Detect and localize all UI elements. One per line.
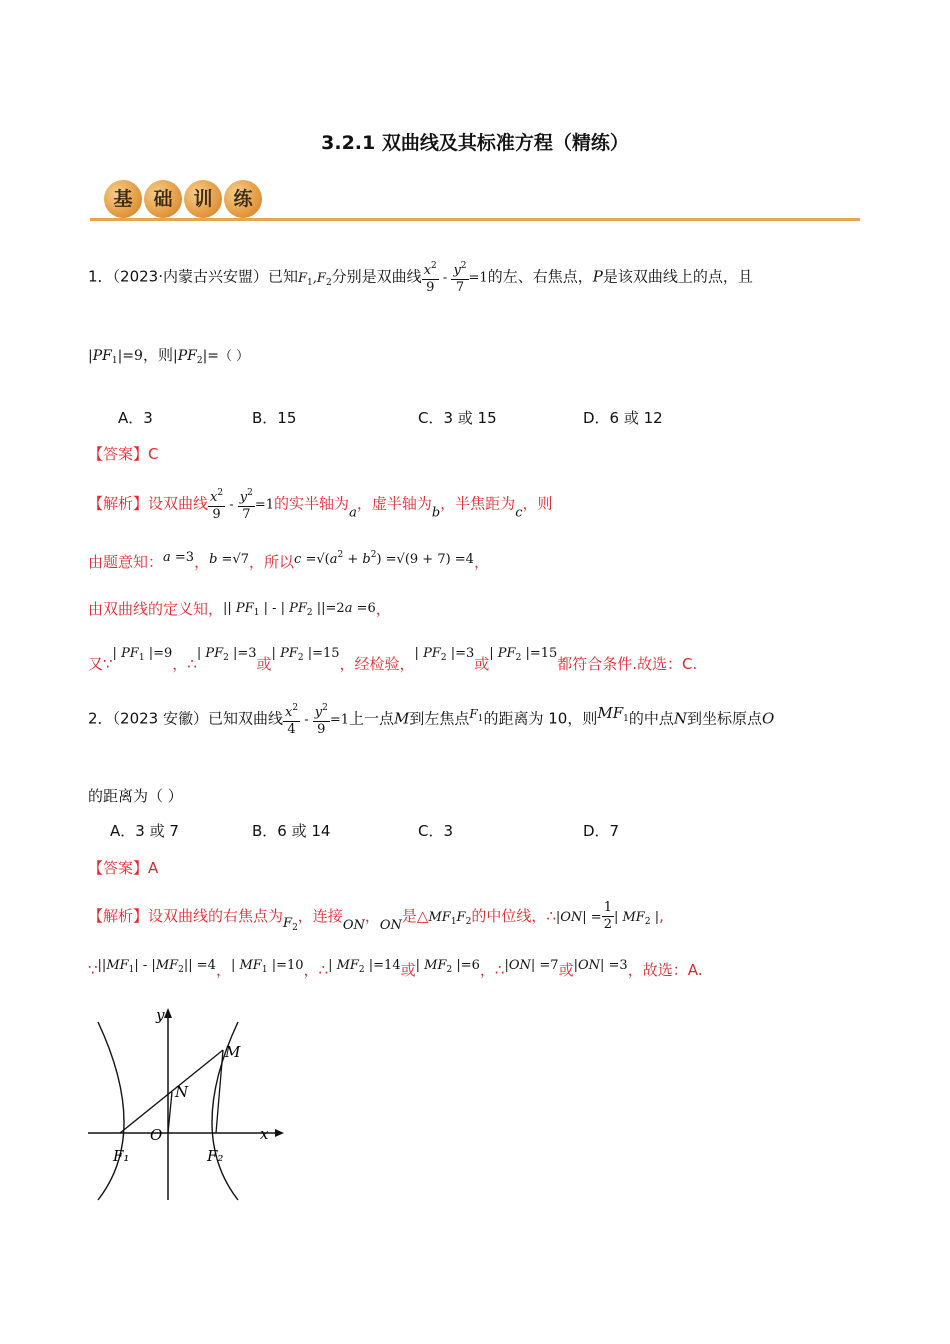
q1-text: ，则 bbox=[142, 346, 173, 364]
answer-value: C bbox=[148, 445, 159, 463]
q2-number: 2． bbox=[88, 709, 113, 728]
banner-char: 练 bbox=[224, 180, 262, 218]
q1-analysis-line4: 又∵| $PF_1$ |=9，∴| $PF_2$ |=3或| $PF_2$ |=15，经检验，| $PF_2$ |=3或| $PF_2$ |=15都符合条件.故选：C. bbox=[88, 646, 698, 673]
page-title: 3.2.1 双曲线及其标准方程（精练） bbox=[321, 132, 629, 154]
analysis-label: 【解析】 bbox=[88, 494, 149, 513]
analysis-text: 的实半轴为 bbox=[274, 494, 350, 513]
analysis-text: 由题意知： bbox=[88, 553, 164, 571]
q2-text: 的距离为 10，则 bbox=[483, 709, 598, 728]
label-n: N bbox=[175, 1083, 189, 1101]
analysis-text: ，半焦距为 bbox=[440, 494, 516, 513]
analysis-text: 设双曲线的右焦点为 bbox=[148, 907, 284, 925]
analysis-text: 是△ bbox=[401, 907, 429, 925]
label-f1: F₁ bbox=[113, 1147, 130, 1165]
q1-number: 1． bbox=[88, 267, 113, 286]
banner-char: 础 bbox=[144, 180, 182, 218]
q2-option-a[interactable]: A．3 或 7 bbox=[110, 822, 179, 840]
analysis-text: 或 bbox=[256, 655, 272, 673]
q1-eq-frac1: $\frac{x^2}{9}$ bbox=[422, 258, 439, 296]
analysis-text: 或 bbox=[474, 655, 490, 673]
analysis-text: 或 bbox=[400, 961, 416, 979]
q2-eq-frac2: $\frac{y^2}{9}$ bbox=[313, 700, 330, 738]
analysis-text: 由双曲线的定义知， bbox=[88, 600, 224, 618]
q2-analysis-line1: 【解析】设双曲线的右焦点为$F_2$，连接ON，ON是$\triangle MF_1F_2$的中位线，∴|ON| = $\frac{1}{2}$ | $MF_2$ |, bbox=[88, 900, 664, 933]
analysis-text: ，故选：A. bbox=[627, 961, 703, 979]
analysis-text: ，所以 bbox=[249, 553, 295, 571]
answer-label: 【答案】 bbox=[88, 445, 149, 463]
q1-answer bbox=[88, 443, 159, 464]
q1-stem-line2 bbox=[88, 344, 249, 366]
label-m: M bbox=[225, 1043, 241, 1061]
q2-stem-line1: 2．（2023 安徽）已知双曲线 $\frac{x^2}{4}$ - $\frac{y^2}{9}$ =1上一点M到左焦点$^{F_1}$的距离为 10，则$MF_1$的中点N到坐标原点O bbox=[88, 700, 774, 738]
analysis-text: ∵ bbox=[88, 961, 98, 979]
q2-source: （2023 安徽） bbox=[112, 709, 208, 728]
q2-eq-frac1: $\frac{x^2}{4}$ bbox=[283, 700, 300, 738]
analysis-text: 或 bbox=[558, 961, 574, 979]
q1-option-a[interactable]: A．3 bbox=[118, 409, 153, 427]
banner-divider bbox=[90, 218, 860, 221]
label-y: y bbox=[156, 1006, 165, 1024]
banner-char: 基 bbox=[104, 180, 142, 218]
q1-text: 分别是双曲线 bbox=[331, 267, 422, 286]
answer-label: 【答案】 bbox=[88, 859, 149, 877]
label-x: x bbox=[260, 1125, 269, 1143]
label-f2: F₂ bbox=[207, 1147, 224, 1165]
q2-text: 到坐标原点 bbox=[687, 709, 763, 728]
q1-paren: （ ） bbox=[219, 349, 250, 364]
q1-analysis-line2: 由题意知：a =3，b =√7，所以$c =√(a^2 + b^2) =√(9 + 7) =4$， bbox=[88, 550, 489, 571]
q2-text: 上一点 bbox=[349, 709, 395, 728]
q1-foci: $F_1,F_2$ bbox=[298, 270, 332, 288]
analysis-text: ，∴ bbox=[303, 961, 329, 979]
analysis-text: ，则 bbox=[522, 494, 553, 513]
q1-source: （2023·内蒙古兴安盟） bbox=[112, 267, 268, 286]
q1-ask: $|PF_2|=$ bbox=[172, 348, 220, 366]
y-axis-arrow bbox=[164, 1008, 172, 1018]
q1-stem-line1: 1．（2023·内蒙古兴安盟）已知$F_1,F_2$分别是双曲线 $\frac{x^2}{9}$ - $\frac{y^2}{7}$ =1的左、右焦点，P是该双曲线上的点，且 bbox=[88, 258, 753, 296]
q2-text: 的中点 bbox=[628, 709, 674, 728]
q1-sol-frac2: $\frac{y^2}{7}$ bbox=[238, 485, 255, 523]
analysis-text: 的中位线，∴ bbox=[471, 907, 556, 925]
segment-mf1 bbox=[120, 1050, 223, 1133]
q2-option-b[interactable]: B．6 或 14 bbox=[252, 822, 331, 840]
analysis-text: 又∵ bbox=[88, 655, 113, 673]
q1-analysis-line1: 【解析】设双曲线 $\frac{x^2}{9}$ - $\frac{y^2}{7}$ =1的实半轴为a，虚半轴为b，半焦距为c，则 bbox=[88, 485, 552, 523]
q2-analysis-line2: $\because||MF_1| - |MF_2|| =4$，| $MF_1$ |=10，∴| $MF_2$ |=14或| $MF_2$ |=6，∴|ON| =7或|ON| =3，故选：A. bbox=[88, 958, 703, 979]
answer-value: A bbox=[148, 859, 159, 877]
q1-option-b[interactable]: B．15 bbox=[252, 409, 297, 427]
analysis-text: ，∴ bbox=[479, 961, 505, 979]
hyperbola-figure bbox=[80, 1000, 290, 1210]
analysis-text: ，经检验， bbox=[339, 655, 415, 673]
q1-text: 的左、右焦点， bbox=[487, 267, 593, 286]
analysis-text: 都符合条件.故选：C. bbox=[557, 655, 698, 673]
q1-eq-frac2: $\frac{y^2}{7}$ bbox=[451, 258, 468, 296]
label-o: O bbox=[150, 1126, 163, 1144]
q1-option-c[interactable]: C．3 或 15 bbox=[418, 409, 497, 427]
q2-option-c[interactable]: C．3 bbox=[418, 822, 454, 840]
q2-answer bbox=[88, 857, 158, 878]
segment-mf2 bbox=[216, 1050, 223, 1133]
q1-option-d[interactable]: D．6 或 12 bbox=[583, 409, 663, 427]
q1-sol-frac1: $\frac{x^2}{9}$ bbox=[208, 485, 225, 523]
q1-point-p: P bbox=[592, 267, 603, 286]
analysis-text: ，虚半轴为 bbox=[356, 494, 432, 513]
left-branch bbox=[98, 1022, 124, 1200]
analysis-text: 设双曲线 bbox=[148, 494, 209, 513]
q2-text: 已知双曲线 bbox=[208, 709, 284, 728]
q1-analysis-line3: 由双曲线的定义知，|| $PF_1$ | - | $PF_2$ ||=2a =6， bbox=[88, 600, 391, 618]
analysis-text: ，连接 bbox=[297, 907, 343, 925]
q1-text: 已知 bbox=[268, 267, 299, 286]
banner-char: 训 bbox=[184, 180, 222, 218]
q2-stem-line2: 的距离为（ ） bbox=[88, 787, 183, 805]
x-axis-arrow bbox=[275, 1129, 284, 1137]
analysis-label: 【解析】 bbox=[88, 907, 149, 925]
analysis-text: ，∴ bbox=[172, 655, 197, 673]
q2-option-d[interactable]: D．7 bbox=[583, 822, 620, 840]
q1-text: 是该双曲线上的点，且 bbox=[602, 267, 753, 286]
q2-text: 到左焦点 bbox=[409, 709, 470, 728]
q1-condition: $|PF_1|=9$ bbox=[88, 348, 143, 366]
